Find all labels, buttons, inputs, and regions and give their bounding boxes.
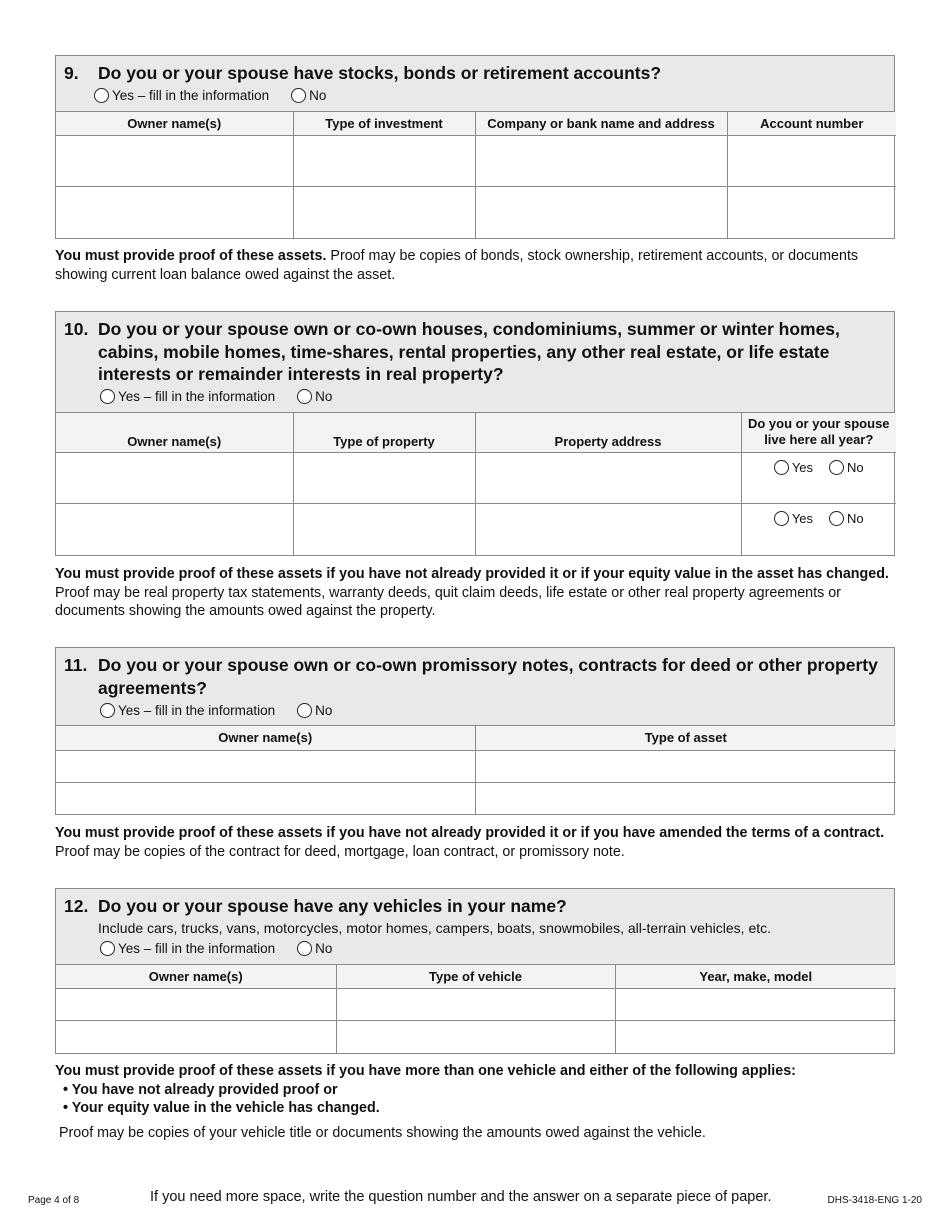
question-10-yes-label: Yes – fill in the information: [118, 389, 276, 404]
account-number-cell[interactable]: [727, 136, 896, 187]
owner-name-cell[interactable]: [56, 750, 475, 782]
form-code: DHS-3418-ENG 1-20: [827, 1195, 922, 1206]
radio-button[interactable]: [100, 703, 115, 718]
question-11-yes-option[interactable]: [100, 703, 275, 718]
question-12-bullet-2: • Your equity value in the vehicle has changed.: [63, 1100, 380, 1116]
question-9-no-option[interactable]: [291, 88, 326, 103]
question-12-proof-note: [55, 1062, 900, 1142]
table-row: [56, 187, 896, 238]
column-header: Type of vehicle: [336, 965, 615, 989]
question-9-section: [55, 55, 895, 239]
yes-label: Yes: [791, 460, 814, 475]
question-12-note-text: Proof may be copies of your vehicle title or documents showing the amounts owed against the vehicle.: [59, 1124, 706, 1141]
question-9-yes-option[interactable]: [94, 88, 269, 103]
live-here-cell: [741, 504, 896, 555]
question-11-no-option[interactable]: [297, 703, 332, 718]
live-here-cell: [741, 453, 896, 504]
asset-type-cell[interactable]: [475, 782, 896, 814]
footer-instruction: If you need more space, write the question number and the answer on a separate piece of paper.: [150, 1189, 772, 1205]
table-row: [56, 136, 896, 187]
property-type-cell[interactable]: [293, 504, 475, 555]
question-11-note-bold: You must provide proof of these assets if you have not already provided it or if you have amended the terms of a contract.: [55, 825, 885, 841]
owner-name-cell[interactable]: [56, 504, 293, 555]
question-10-note-text: Proof may be real property tax statements, warranty deeds, quit claim deeds, life estate or other real property agreements or documents showing the amounts owed against the property.: [55, 584, 841, 619]
year-make-model-cell[interactable]: [615, 989, 896, 1021]
question-10-proof-note: [55, 565, 900, 621]
question-12-title: Do you or your spouse have any vehicles in your name?: [98, 896, 567, 916]
question-11-note-text: Proof may be copies of the contract for deed, mortgage, loan contract, or promissory note.: [55, 843, 625, 860]
year-make-model-cell[interactable]: [615, 1021, 896, 1053]
question-12-note-bold: You must provide proof of these assets if you have more than one vehicle and either of the following applies:: [55, 1063, 796, 1079]
question-11-header: [56, 648, 894, 726]
question-10-section: [55, 311, 895, 556]
page-footer: [0, 1188, 950, 1212]
vehicle-type-cell[interactable]: [336, 989, 615, 1021]
live-here-yes-option[interactable]: [774, 511, 813, 526]
question-12-no-option[interactable]: [297, 941, 332, 956]
table-row: [56, 750, 896, 782]
owner-name-cell[interactable]: [56, 187, 293, 238]
owner-name-cell[interactable]: [56, 1021, 336, 1053]
question-10-yes-option[interactable]: [100, 389, 275, 404]
live-here-no-option[interactable]: [829, 460, 864, 475]
table-row: [56, 504, 896, 555]
question-12-bullet-1: • You have not already provided proof or: [63, 1081, 338, 1098]
live-here-no-option[interactable]: [829, 511, 864, 526]
live-here-yes-option[interactable]: [774, 460, 813, 475]
question-10-no-option[interactable]: [297, 389, 332, 404]
question-10-header: [56, 312, 894, 413]
no-label: No: [847, 511, 864, 526]
table-row: [56, 989, 896, 1021]
question-11-number: 11.: [64, 655, 88, 675]
radio-button[interactable]: [774, 511, 789, 526]
column-header: Account number: [727, 112, 896, 136]
column-header: Do you or your spouse live here all year?: [741, 413, 896, 453]
investment-type-cell[interactable]: [293, 136, 475, 187]
column-header: Owner name(s): [56, 965, 336, 989]
question-12-no-label: No: [315, 941, 333, 956]
yes-label: Yes: [791, 511, 814, 526]
question-10-number: 10.: [64, 319, 89, 339]
asset-type-cell[interactable]: [475, 750, 896, 782]
table-row: [56, 1021, 896, 1053]
question-10-title: Do you or your spouse own or co-own houses, condominiums, summer or winter homes, cabins, mobile homes, time-shares, rental properties, any other real estate, or life estate interests or remainder interests in real property?: [98, 319, 840, 384]
question-9-title: Do you or your spouse have stocks, bonds or retirement accounts?: [98, 63, 662, 83]
radio-button[interactable]: [297, 703, 312, 718]
question-9-header: [56, 56, 894, 112]
column-header: Company or bank name and address: [475, 112, 727, 136]
question-12-number: 12.: [64, 896, 89, 916]
question-12-yes-option[interactable]: [100, 941, 275, 956]
question-12-table: [56, 965, 896, 1053]
question-11-yes-label: Yes – fill in the information: [118, 702, 276, 718]
column-header: Type of property: [293, 413, 475, 453]
question-10-note-bold: You must provide proof of these assets if you have not already provided it or if your equity value in the asset has changed.: [55, 566, 889, 582]
column-header: Type of asset: [475, 726, 896, 750]
radio-button[interactable]: [94, 88, 109, 103]
radio-button[interactable]: [291, 88, 306, 103]
question-9-number: 9.: [64, 63, 79, 83]
column-header: Property address: [475, 413, 741, 453]
question-9-proof-note: [55, 247, 900, 284]
question-9-no-label: No: [309, 88, 327, 103]
column-header: Owner name(s): [56, 112, 293, 136]
owner-name-cell[interactable]: [56, 782, 475, 814]
question-11-section: [55, 647, 895, 815]
radio-button[interactable]: [829, 511, 844, 526]
account-number-cell[interactable]: [727, 187, 896, 238]
page-number: Page 4 of 8: [28, 1195, 80, 1206]
question-10-table: [56, 413, 896, 555]
question-12-header: [56, 889, 894, 965]
radio-button[interactable]: [297, 389, 312, 404]
column-header: Year, make, model: [615, 965, 896, 989]
question-12-subtitle: Include cars, trucks, vans, motorcycles, motor homes, campers, boats, snowmobiles, all-terrain vehicles, etc.: [98, 919, 772, 936]
radio-button[interactable]: [829, 460, 844, 475]
owner-name-cell[interactable]: [56, 989, 336, 1021]
company-address-cell[interactable]: [475, 187, 727, 238]
question-9-note-text: Proof may be copies of bonds, stock ownership, retirement accounts, or documents showing current loan balance owed against the asset.: [55, 248, 859, 283]
table-row: [56, 453, 896, 504]
investment-type-cell[interactable]: [293, 187, 475, 238]
question-9-note-bold: You must provide proof of these assets.: [55, 248, 327, 264]
vehicle-type-cell[interactable]: [336, 1021, 615, 1053]
question-11-no-label: No: [315, 702, 333, 718]
property-address-cell[interactable]: [475, 504, 741, 555]
column-header: Type of investment: [293, 112, 475, 136]
property-type-cell[interactable]: [293, 453, 475, 504]
column-header: Owner name(s): [56, 726, 475, 750]
table-row: [56, 782, 896, 814]
question-11-proof-note: [55, 824, 900, 861]
property-address-cell[interactable]: [475, 453, 741, 504]
company-address-cell[interactable]: [475, 136, 727, 187]
owner-name-cell[interactable]: [56, 136, 293, 187]
radio-button[interactable]: [297, 941, 312, 956]
column-header: Owner name(s): [56, 413, 293, 453]
owner-name-cell[interactable]: [56, 453, 293, 504]
question-11-table: [56, 726, 896, 814]
question-9-yes-label: Yes – fill in the information: [112, 88, 270, 103]
question-11-title: Do you or your spouse own or co-own promissory notes, contracts for deed or other property agreements?: [98, 655, 878, 698]
radio-button[interactable]: [100, 389, 115, 404]
question-9-table: [56, 112, 896, 238]
question-10-no-label: No: [315, 389, 333, 404]
question-12-section: [55, 888, 895, 1054]
question-12-yes-label: Yes – fill in the information: [118, 941, 276, 956]
radio-button[interactable]: [100, 941, 115, 956]
radio-button[interactable]: [774, 460, 789, 475]
no-label: No: [847, 460, 864, 475]
